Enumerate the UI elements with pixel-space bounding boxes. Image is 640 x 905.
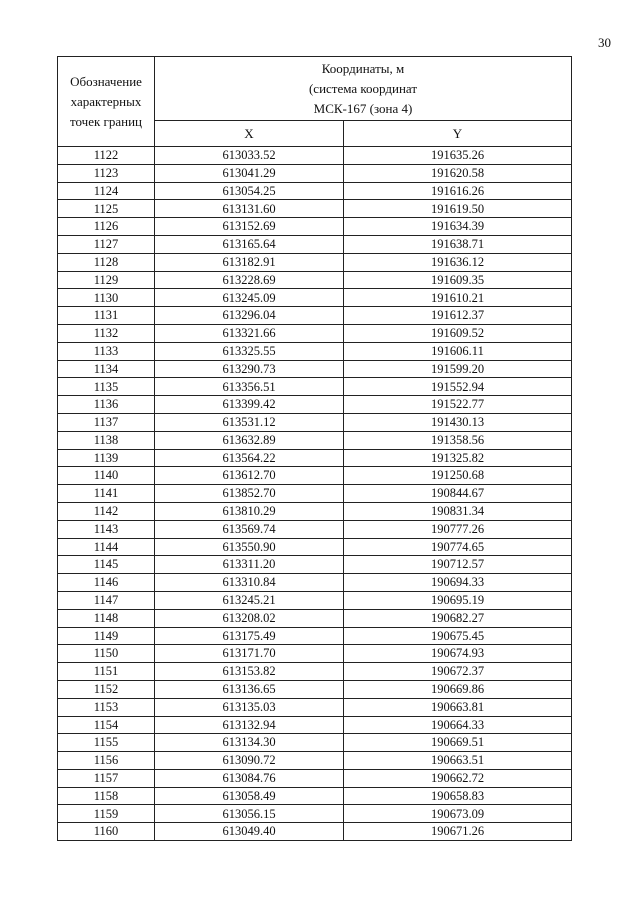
x-coordinate-cell: 613356.51 xyxy=(155,378,344,396)
table-row xyxy=(58,378,572,396)
table-row xyxy=(58,502,572,520)
x-coordinate-cell: 613290.73 xyxy=(155,360,344,378)
page-number: 30 xyxy=(598,35,611,50)
y-coordinate-cell: 190695.19 xyxy=(344,591,572,609)
table-row xyxy=(58,360,572,378)
x-coordinate-cell: 613175.49 xyxy=(155,627,344,645)
x-coordinate-cell: 613531.12 xyxy=(155,413,344,431)
point-designation-header xyxy=(58,57,155,147)
table-row xyxy=(58,538,572,556)
table-row xyxy=(58,449,572,467)
x-coordinate-cell: 613296.04 xyxy=(155,307,344,325)
y-coordinate-cell: 190669.51 xyxy=(344,734,572,752)
y-coordinate-cell: 191325.82 xyxy=(344,449,572,467)
y-coordinate-cell: 191610.21 xyxy=(344,289,572,307)
y-coordinate-cell: 190673.09 xyxy=(344,805,572,823)
table-row xyxy=(58,289,572,307)
table-row xyxy=(58,182,572,200)
header-line: (система координат xyxy=(308,80,418,96)
x-coordinate-cell: 613058.49 xyxy=(155,787,344,805)
y-coordinate-cell: 190672.37 xyxy=(344,663,572,681)
table-row xyxy=(58,716,572,734)
x-coordinate-cell: 613041.29 xyxy=(155,164,344,182)
table-row xyxy=(58,591,572,609)
y-coordinate-cell: 191552.94 xyxy=(344,378,572,396)
x-coordinate-cell: 613325.55 xyxy=(155,342,344,360)
point-id-cell: 1148 xyxy=(58,609,155,627)
x-coordinate-cell: 613132.94 xyxy=(155,716,344,734)
y-column-header: Y xyxy=(344,121,572,147)
x-coordinate-cell: 613090.72 xyxy=(155,752,344,770)
y-coordinate-cell: 191635.26 xyxy=(344,147,572,165)
point-id-cell: 1130 xyxy=(58,289,155,307)
x-coordinate-cell: 613134.30 xyxy=(155,734,344,752)
table-row xyxy=(58,787,572,805)
table-row xyxy=(58,235,572,253)
y-coordinate-cell: 191358.56 xyxy=(344,431,572,449)
x-coordinate-cell: 613612.70 xyxy=(155,467,344,485)
y-coordinate-cell: 191636.12 xyxy=(344,253,572,271)
table-row xyxy=(58,485,572,503)
table-row xyxy=(58,467,572,485)
x-coordinate-cell: 613228.69 xyxy=(155,271,344,289)
x-coordinate-cell: 613632.89 xyxy=(155,431,344,449)
point-id-cell: 1152 xyxy=(58,680,155,698)
table-row xyxy=(58,271,572,289)
table-row xyxy=(58,556,572,574)
y-coordinate-cell: 190682.27 xyxy=(344,609,572,627)
point-id-cell: 1154 xyxy=(58,716,155,734)
point-id-cell: 1156 xyxy=(58,752,155,770)
x-column-header: X xyxy=(155,121,344,147)
x-coordinate-cell: 613165.64 xyxy=(155,235,344,253)
x-coordinate-cell: 613131.60 xyxy=(155,200,344,218)
point-id-cell: 1136 xyxy=(58,396,155,414)
y-coordinate-cell: 190669.86 xyxy=(344,680,572,698)
coordinates-table xyxy=(57,56,572,841)
y-coordinate-cell: 190674.93 xyxy=(344,645,572,663)
point-id-cell: 1143 xyxy=(58,520,155,538)
table-row xyxy=(58,609,572,627)
x-coordinate-cell: 613182.91 xyxy=(155,253,344,271)
point-id-cell: 1131 xyxy=(58,307,155,325)
y-coordinate-cell: 190671.26 xyxy=(344,823,572,841)
x-coordinate-cell: 613321.66 xyxy=(155,324,344,342)
point-id-cell: 1147 xyxy=(58,591,155,609)
x-coordinate-cell: 613135.03 xyxy=(155,698,344,716)
table-body xyxy=(58,147,572,841)
x-coordinate-cell: 613084.76 xyxy=(155,769,344,787)
y-coordinate-cell: 191522.77 xyxy=(344,396,572,414)
point-id-cell: 1155 xyxy=(58,734,155,752)
y-coordinate-cell: 190663.51 xyxy=(344,752,572,770)
point-id-cell: 1135 xyxy=(58,378,155,396)
point-id-cell: 1142 xyxy=(58,502,155,520)
point-id-cell: 1159 xyxy=(58,805,155,823)
point-id-cell: 1123 xyxy=(58,164,155,182)
point-id-cell: 1128 xyxy=(58,253,155,271)
y-coordinate-cell: 190831.34 xyxy=(344,502,572,520)
y-coordinate-cell: 191599.20 xyxy=(344,360,572,378)
y-coordinate-cell: 191430.13 xyxy=(344,413,572,431)
x-coordinate-cell: 613810.29 xyxy=(155,502,344,520)
header-line: МСК-167 (зона 4) xyxy=(313,100,413,116)
table-row xyxy=(58,431,572,449)
y-coordinate-cell: 191606.11 xyxy=(344,342,572,360)
point-id-cell: 1125 xyxy=(58,200,155,218)
point-id-cell: 1149 xyxy=(58,627,155,645)
y-coordinate-cell: 191634.39 xyxy=(344,218,572,236)
table-row xyxy=(58,520,572,538)
table-row xyxy=(58,663,572,681)
point-id-cell: 1126 xyxy=(58,218,155,236)
y-coordinate-cell: 191619.50 xyxy=(344,200,572,218)
point-id-cell: 1129 xyxy=(58,271,155,289)
y-coordinate-cell: 191620.58 xyxy=(344,164,572,182)
x-coordinate-cell: 613310.84 xyxy=(155,574,344,592)
table-row xyxy=(58,164,572,182)
point-id-cell: 1140 xyxy=(58,467,155,485)
table-row xyxy=(58,200,572,218)
y-coordinate-cell: 191609.52 xyxy=(344,324,572,342)
x-coordinate-cell: 613852.70 xyxy=(155,485,344,503)
table-row xyxy=(58,324,572,342)
point-id-cell: 1122 xyxy=(58,147,155,165)
point-id-cell: 1137 xyxy=(58,413,155,431)
point-id-cell: 1160 xyxy=(58,823,155,841)
x-coordinate-cell: 613033.52 xyxy=(155,147,344,165)
header-line: Координаты, м xyxy=(321,60,405,76)
x-coordinate-cell: 613245.21 xyxy=(155,591,344,609)
table-row xyxy=(58,769,572,787)
table-row xyxy=(58,680,572,698)
table-row xyxy=(58,147,572,165)
y-coordinate-cell: 190774.65 xyxy=(344,538,572,556)
header-line: характерных xyxy=(70,93,142,109)
y-coordinate-cell: 190844.67 xyxy=(344,485,572,503)
point-id-cell: 1145 xyxy=(58,556,155,574)
point-id-cell: 1132 xyxy=(58,324,155,342)
x-coordinate-cell: 613056.15 xyxy=(155,805,344,823)
x-coordinate-cell: 613153.82 xyxy=(155,663,344,681)
y-coordinate-cell: 191612.37 xyxy=(344,307,572,325)
y-coordinate-cell: 191638.71 xyxy=(344,235,572,253)
point-id-cell: 1127 xyxy=(58,235,155,253)
point-id-cell: 1139 xyxy=(58,449,155,467)
point-id-cell: 1138 xyxy=(58,431,155,449)
x-coordinate-cell: 613399.42 xyxy=(155,396,344,414)
y-coordinate-cell: 190777.26 xyxy=(344,520,572,538)
point-id-cell: 1158 xyxy=(58,787,155,805)
y-coordinate-cell: 190658.83 xyxy=(344,787,572,805)
table-row xyxy=(58,627,572,645)
table-row xyxy=(58,253,572,271)
point-id-cell: 1153 xyxy=(58,698,155,716)
point-id-cell: 1150 xyxy=(58,645,155,663)
x-coordinate-cell: 613171.70 xyxy=(155,645,344,663)
x-coordinate-cell: 613208.02 xyxy=(155,609,344,627)
point-id-cell: 1134 xyxy=(58,360,155,378)
y-coordinate-cell: 191250.68 xyxy=(344,467,572,485)
y-coordinate-cell: 190663.81 xyxy=(344,698,572,716)
point-id-cell: 1133 xyxy=(58,342,155,360)
point-id-cell: 1146 xyxy=(58,574,155,592)
y-coordinate-cell: 190675.45 xyxy=(344,627,572,645)
point-id-cell: 1157 xyxy=(58,769,155,787)
coordinates-header xyxy=(155,57,572,121)
table-row xyxy=(58,734,572,752)
table-header xyxy=(58,57,572,147)
table-row xyxy=(58,307,572,325)
x-coordinate-cell: 613049.40 xyxy=(155,823,344,841)
table-row xyxy=(58,805,572,823)
table-row xyxy=(58,574,572,592)
table-row xyxy=(58,218,572,236)
point-id-cell: 1151 xyxy=(58,663,155,681)
x-coordinate-cell: 613311.20 xyxy=(155,556,344,574)
x-coordinate-cell: 613564.22 xyxy=(155,449,344,467)
header-line: точек границ xyxy=(69,113,143,129)
point-id-cell: 1124 xyxy=(58,182,155,200)
table-row xyxy=(58,698,572,716)
table-row xyxy=(58,413,572,431)
y-coordinate-cell: 190712.57 xyxy=(344,556,572,574)
point-id-cell: 1144 xyxy=(58,538,155,556)
x-coordinate-cell: 613569.74 xyxy=(155,520,344,538)
table-row xyxy=(58,342,572,360)
y-coordinate-cell: 191616.26 xyxy=(344,182,572,200)
y-coordinate-cell: 191609.35 xyxy=(344,271,572,289)
header-line: Обозначение xyxy=(70,73,142,89)
y-coordinate-cell: 190662.72 xyxy=(344,769,572,787)
table-row xyxy=(58,752,572,770)
y-coordinate-cell: 190694.33 xyxy=(344,574,572,592)
x-coordinate-cell: 613054.25 xyxy=(155,182,344,200)
table-row xyxy=(58,645,572,663)
x-coordinate-cell: 613550.90 xyxy=(155,538,344,556)
table-row xyxy=(58,823,572,841)
x-coordinate-cell: 613152.69 xyxy=(155,218,344,236)
point-id-cell: 1141 xyxy=(58,485,155,503)
x-coordinate-cell: 613245.09 xyxy=(155,289,344,307)
table-row xyxy=(58,396,572,414)
y-coordinate-cell: 190664.33 xyxy=(344,716,572,734)
x-coordinate-cell: 613136.65 xyxy=(155,680,344,698)
